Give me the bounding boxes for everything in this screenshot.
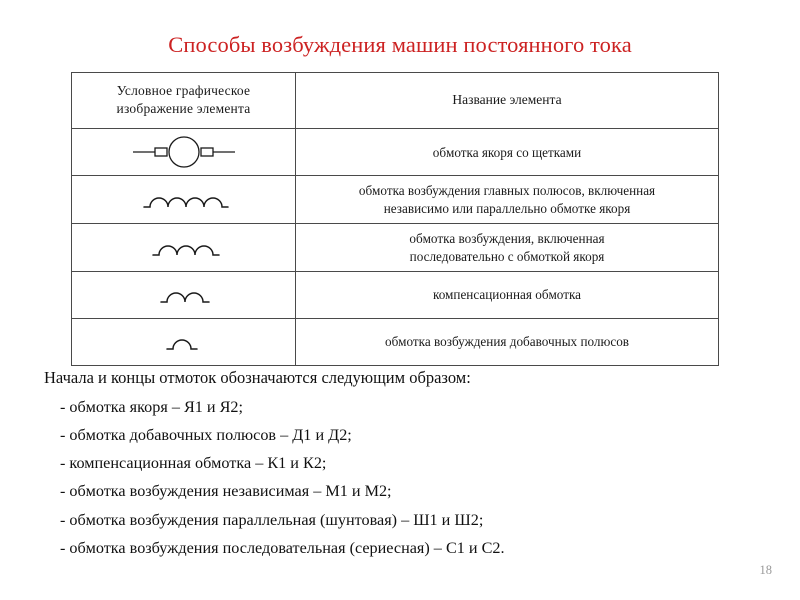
element-name-cell [296,272,719,319]
column-header-name: Название элемента [296,73,719,129]
symbol-cell [72,224,296,272]
table-row [72,319,719,366]
element-name-cell [296,129,719,176]
armature-winding-with-brushes-icon [72,129,295,175]
symbol-cell [72,319,296,366]
body-text-block [0,366,800,563]
page-title: Способы возбуждения машин постоянного тока [168,32,632,57]
bullet-item-compensation: - компенсационная обмотка – К1 и К2; [60,454,327,473]
table-row [72,272,719,319]
element-name-cell [296,224,719,272]
element-name-line1: обмотка якоря со щетками [432,144,582,160]
bullet-item-shunt-excitation: - обмотка возбуждения параллельная (шунтовая) – Ш1 и Ш2; [60,510,484,529]
symbol-legend-table [71,72,719,366]
element-name-line1: обмотка возбуждения главных полюсов, включенная [358,183,656,199]
element-name-line2: последовательно с обмоткой якоря [409,248,605,264]
column-header-symbol [72,73,296,129]
coil-two-turns-icon [72,272,295,318]
coil-three-turns-icon [72,224,295,271]
column-header-symbol-line2: изображение элемента [116,101,251,117]
symbol-cell [72,272,296,319]
bullet-item-series-excitation: - обмотка возбуждения последовательная (сериесная) – С1 и С2. [60,538,505,557]
table-row [72,176,719,224]
symbol-cell [72,129,296,176]
element-name-cell [296,319,719,366]
element-name-cell [296,176,719,224]
column-header-symbol-line1: Условное графическое [116,83,251,98]
table-row [72,224,719,272]
bullet-item-additional-poles: - обмотка добавочных полюсов – Д1 и Д2; [60,425,352,444]
bullet-item-independent-excitation: - обмотка возбуждения независимая – М1 и М2; [60,482,392,501]
coil-four-turns-icon [72,176,295,223]
element-name-line2: независимо или параллельно обмотке якоря [383,200,631,216]
page-number: 18 [759,563,772,577]
element-name-line1: обмотка возбуждения добавочных полюсов [384,334,630,350]
table-row [72,129,719,176]
coil-one-turn-icon [72,319,295,365]
element-name-line1: компенсационная обмотка [432,287,582,303]
bullet-item-armature: - обмотка якоря – Я1 и Я2; [60,397,244,416]
element-name-line1: обмотка возбуждения, включенная [409,231,605,247]
table-header-row [72,73,719,129]
intro-paragraph: Начала и концы отмоток обозначаются следующим образом: [44,368,471,387]
symbol-cell [72,176,296,224]
